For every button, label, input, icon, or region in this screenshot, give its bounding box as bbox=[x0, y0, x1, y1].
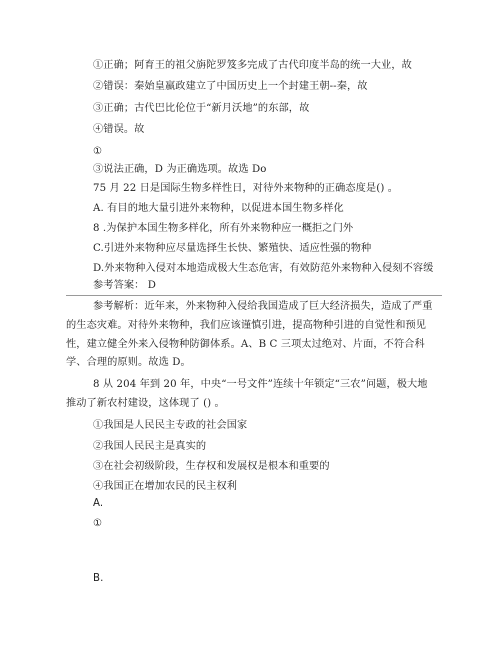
statement-3: ③在社会初级阶段，生存权和发展权是根本和重要的 bbox=[93, 461, 330, 472]
question-8-line-1: 8 从 204 年到 20 年，中央“一号文件”连续十年锁定“三农”问题，极大地 bbox=[93, 379, 428, 390]
separator-line bbox=[66, 295, 442, 296]
statement-2: ②我国人民民主是真实的 bbox=[93, 441, 207, 452]
text-line-2: ②错误：秦始皇嬴政建立了中国历史上一个封建王朝--秦，故 bbox=[93, 81, 368, 92]
choice-a-label: A. bbox=[93, 498, 104, 509]
statement-1: ①我国是人民民主专政的社会国家 bbox=[93, 420, 248, 431]
option-a: A. 有目的地大量引进外来物种，以促进本国生物多样化 bbox=[93, 203, 344, 214]
analysis-line-3: 性，建立健全外来入侵物种防御体系。A、B C 三项太过绝对、片面，不符合科 bbox=[66, 339, 425, 350]
question-75: 75 月 22 日是国际生物多样性日，对待外来物种的正确态度是() 。 bbox=[93, 183, 399, 194]
text-line-1: ①正确；阿育王的祖父旃陀罗笈多完成了古代印度半岛的统一大业，故 bbox=[93, 60, 412, 71]
choice-a-content: ① bbox=[93, 518, 103, 529]
statement-4: ④我国正在增加农民的民主权利 bbox=[93, 481, 238, 492]
question-8-line-2: 推动了新农村建设，这体现了 () 。 bbox=[66, 398, 225, 409]
analysis-line-1: 参考解析：近年来，外来物种入侵给我国造成了巨大经济损失，造成了严重 bbox=[93, 301, 433, 312]
text-line-5: ① bbox=[93, 146, 103, 157]
analysis-line-4: 学、合理的原则。故选 D。 bbox=[66, 357, 191, 368]
text-line-6: ③说法正确，D 为正确选项。故选 Do bbox=[93, 164, 267, 175]
answer-line: 参考答案： D bbox=[93, 280, 157, 291]
choice-b-label: B. bbox=[93, 573, 104, 584]
option-b: 8 .为保护本国生物多样化，所有外来物种应一概拒之门外 bbox=[93, 223, 354, 234]
option-c: C.引进外来物种应尽量选择生长快、繁殖快、适应性强的物种 bbox=[93, 243, 372, 254]
text-line-3: ③正确；古代巴比伦位于“新月沃地”的东部，故 bbox=[93, 103, 310, 114]
text-line-4: ④错误。故 bbox=[93, 124, 145, 135]
option-d: D.外来物种入侵对本地造成极大生态危害，有效防范外来物种入侵刻不容缓 bbox=[93, 263, 434, 274]
analysis-line-2: 的生态灾难。对待外来物种，我们应该谨慎引进，提高物种引进的自觉性和预见 bbox=[66, 320, 427, 331]
